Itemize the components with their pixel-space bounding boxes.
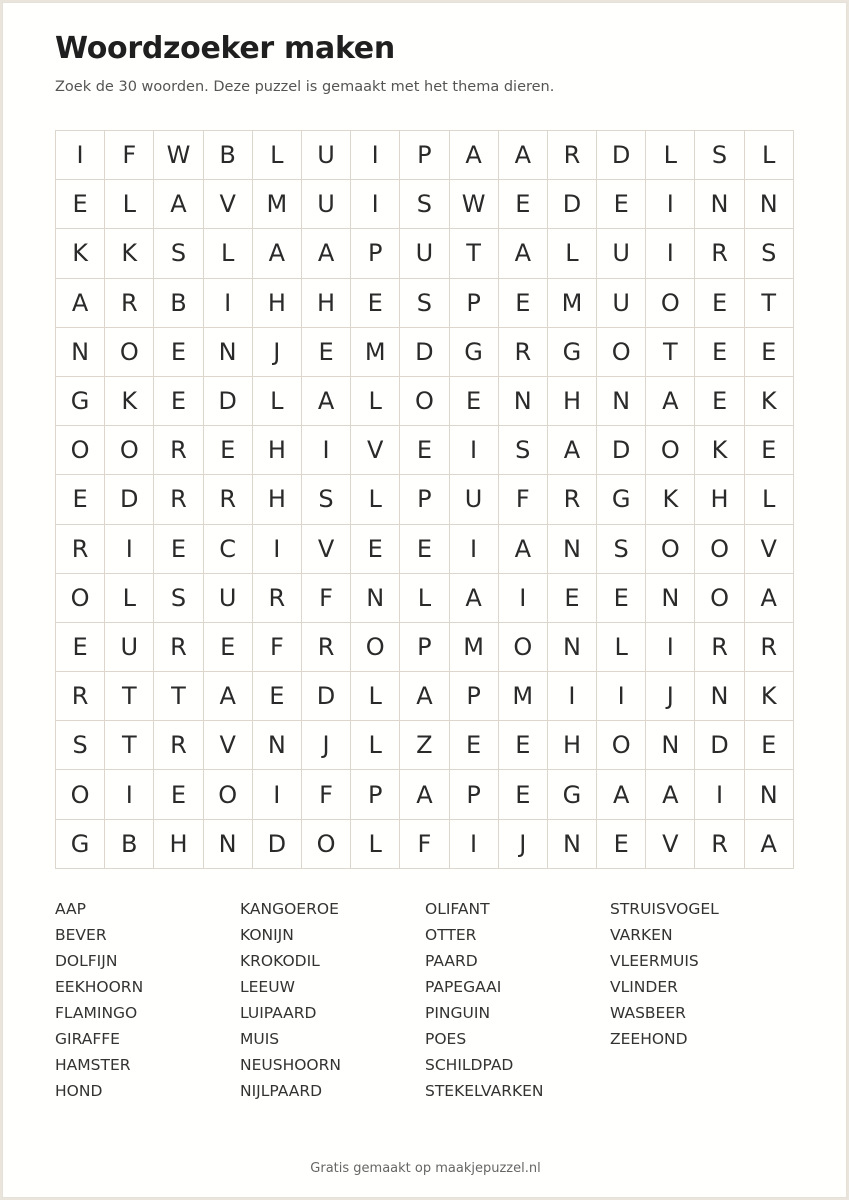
grid-cell: F (253, 623, 302, 672)
grid-cell: A (400, 672, 449, 721)
grid-cell: E (253, 672, 302, 721)
grid-cell: N (745, 770, 794, 819)
grid-cell: V (204, 180, 253, 229)
grid-cell: N (253, 721, 302, 770)
grid-cell: E (695, 328, 744, 377)
grid-cell: S (695, 131, 744, 180)
grid-cell: I (351, 131, 400, 180)
grid-cell: A (745, 574, 794, 623)
grid-cell: I (253, 770, 302, 819)
grid-cell: E (154, 377, 203, 426)
grid-cell: B (105, 820, 154, 869)
grid-cell: P (351, 229, 400, 278)
grid-cell: R (56, 525, 105, 574)
grid-cell: H (253, 426, 302, 475)
word-item: HAMSTER (55, 1056, 131, 1074)
grid-cell: J (646, 672, 695, 721)
word-item: AAP (55, 900, 86, 918)
grid-cell: R (745, 623, 794, 672)
grid-cell: I (351, 180, 400, 229)
word-item: KONIJN (240, 926, 294, 944)
word-item: KROKODIL (240, 952, 320, 970)
grid-cell: U (302, 131, 351, 180)
grid-cell: H (548, 721, 597, 770)
grid-cell: E (745, 328, 794, 377)
grid-cell: I (302, 426, 351, 475)
grid-cell: G (548, 328, 597, 377)
grid-cell: K (105, 229, 154, 278)
word-item: STRUISVOGEL (610, 900, 719, 918)
grid-cell: A (56, 279, 105, 328)
grid-cell: W (154, 131, 203, 180)
grid-cell: F (302, 574, 351, 623)
grid-cell: N (548, 820, 597, 869)
grid-cell: E (351, 279, 400, 328)
grid-cell: E (745, 721, 794, 770)
word-item: NEUSHOORN (240, 1056, 341, 1074)
grid-cell: N (646, 721, 695, 770)
grid-cell: E (548, 574, 597, 623)
grid-cell: N (695, 672, 744, 721)
grid-cell: R (154, 475, 203, 524)
grid-cell: C (204, 525, 253, 574)
word-column (240, 896, 425, 1104)
grid-cell: R (154, 721, 203, 770)
grid-cell: V (302, 525, 351, 574)
word-item: MUIS (240, 1030, 280, 1048)
grid-cell: R (548, 475, 597, 524)
grid-cell: L (105, 574, 154, 623)
grid-cell: U (450, 475, 499, 524)
grid-cell: I (450, 820, 499, 869)
grid-cell: N (695, 180, 744, 229)
grid-cell: D (548, 180, 597, 229)
grid-cell: E (204, 426, 253, 475)
word-item: SCHILDPAD (425, 1056, 514, 1074)
grid-cell: O (646, 426, 695, 475)
grid-cell: E (499, 279, 548, 328)
grid-cell: B (154, 279, 203, 328)
word-item: WASBEER (610, 1004, 686, 1022)
grid-cell: O (499, 623, 548, 672)
grid-cell: U (302, 180, 351, 229)
grid-cell: S (154, 574, 203, 623)
grid-cell: I (695, 770, 744, 819)
grid-cell: E (450, 721, 499, 770)
grid-cell: R (499, 328, 548, 377)
grid-cell: K (745, 672, 794, 721)
grid-cell: L (351, 377, 400, 426)
grid-cell: M (548, 279, 597, 328)
letter-grid (55, 130, 794, 869)
word-item: GIRAFFE (55, 1030, 120, 1048)
grid-cell: M (351, 328, 400, 377)
word-item: LEEUW (240, 978, 295, 996)
word-item: VLEERMUIS (610, 952, 699, 970)
grid-cell: O (56, 426, 105, 475)
grid-cell: S (154, 229, 203, 278)
grid-cell: V (745, 525, 794, 574)
grid-cell: J (302, 721, 351, 770)
grid-cell: U (204, 574, 253, 623)
grid-cell: A (204, 672, 253, 721)
word-item: KANGOEROE (240, 900, 339, 918)
grid-cell: O (351, 623, 400, 672)
grid-cell: K (646, 475, 695, 524)
word-item: OLIFANT (425, 900, 490, 918)
grid-cell: N (204, 820, 253, 869)
grid-cell: I (105, 770, 154, 819)
grid-cell: T (745, 279, 794, 328)
word-list (55, 896, 795, 1104)
grid-cell: T (105, 721, 154, 770)
grid-cell: N (646, 574, 695, 623)
word-item: PAARD (425, 952, 478, 970)
grid-cell: A (302, 229, 351, 278)
grid-cell: E (597, 820, 646, 869)
grid-cell: O (400, 377, 449, 426)
grid-cell: N (499, 377, 548, 426)
grid-cell: V (204, 721, 253, 770)
grid-cell: M (499, 672, 548, 721)
grid-cell: G (597, 475, 646, 524)
grid-cell: E (450, 377, 499, 426)
grid-cell: Z (400, 721, 449, 770)
grid-cell: A (400, 770, 449, 819)
grid-cell: I (56, 131, 105, 180)
grid-cell: I (646, 623, 695, 672)
grid-cell: P (450, 279, 499, 328)
word-item: PAPEGAAI (425, 978, 502, 996)
grid-cell: O (646, 279, 695, 328)
grid-cell: N (597, 377, 646, 426)
grid-cell: V (351, 426, 400, 475)
grid-cell: R (105, 279, 154, 328)
grid-cell: R (695, 229, 744, 278)
grid-cell: L (105, 180, 154, 229)
grid-cell: G (56, 820, 105, 869)
grid-cell: R (56, 672, 105, 721)
grid-cell: L (597, 623, 646, 672)
grid-cell: U (597, 229, 646, 278)
grid-cell: F (302, 770, 351, 819)
grid-cell: A (253, 229, 302, 278)
grid-cell: O (646, 525, 695, 574)
grid-cell: P (450, 770, 499, 819)
word-item: LUIPAARD (240, 1004, 317, 1022)
grid-cell: L (400, 574, 449, 623)
grid-cell: O (56, 574, 105, 623)
word-column (425, 896, 610, 1104)
grid-cell: A (499, 229, 548, 278)
grid-cell: I (450, 426, 499, 475)
grid-cell: K (745, 377, 794, 426)
grid-cell: A (302, 377, 351, 426)
grid-cell: E (154, 770, 203, 819)
grid-cell: W (450, 180, 499, 229)
grid-cell: D (695, 721, 744, 770)
word-item: HOND (55, 1082, 103, 1100)
grid-cell: K (56, 229, 105, 278)
grid-cell: E (154, 525, 203, 574)
grid-cell: R (548, 131, 597, 180)
grid-cell: H (253, 475, 302, 524)
grid-cell: A (499, 131, 548, 180)
grid-cell: L (646, 131, 695, 180)
grid-cell: F (105, 131, 154, 180)
grid-cell: I (204, 279, 253, 328)
grid-cell: I (646, 229, 695, 278)
grid-cell: S (597, 525, 646, 574)
page-title: Woordzoeker maken (55, 31, 395, 66)
grid-cell: R (154, 623, 203, 672)
grid-cell: O (105, 328, 154, 377)
grid-cell: L (204, 229, 253, 278)
grid-cell: S (400, 279, 449, 328)
grid-cell: U (597, 279, 646, 328)
word-item: EEKHOORN (55, 978, 144, 996)
word-item: OTTER (425, 926, 477, 944)
grid-cell: R (695, 820, 744, 869)
grid-cell: I (450, 525, 499, 574)
word-item: NIJLPAARD (240, 1082, 323, 1100)
grid-cell: O (56, 770, 105, 819)
word-column (55, 896, 240, 1104)
grid-cell: G (450, 328, 499, 377)
word-item: FLAMINGO (55, 1004, 138, 1022)
grid-cell: L (351, 820, 400, 869)
grid-cell: T (154, 672, 203, 721)
grid-cell: S (400, 180, 449, 229)
grid-cell: N (351, 574, 400, 623)
grid-cell: N (204, 328, 253, 377)
grid-cell: E (499, 180, 548, 229)
grid-cell: S (499, 426, 548, 475)
puzzle-page (2, 2, 847, 1198)
grid-cell: O (204, 770, 253, 819)
grid-cell: A (450, 574, 499, 623)
grid-cell: L (351, 721, 400, 770)
word-item: PINGUIN (425, 1004, 491, 1022)
grid-cell: E (499, 721, 548, 770)
grid-cell: E (302, 328, 351, 377)
grid-cell: E (154, 328, 203, 377)
grid-cell: L (351, 672, 400, 721)
grid-cell: H (253, 279, 302, 328)
grid-cell: E (351, 525, 400, 574)
grid-cell: B (204, 131, 253, 180)
word-item: ZEEHOND (610, 1030, 688, 1048)
grid-cell: A (646, 770, 695, 819)
grid-cell: N (56, 328, 105, 377)
grid-cell: A (499, 525, 548, 574)
grid-cell: S (302, 475, 351, 524)
grid-cell: E (56, 475, 105, 524)
grid-cell: M (450, 623, 499, 672)
word-item: POES (425, 1030, 467, 1048)
grid-cell: S (56, 721, 105, 770)
grid-cell: L (548, 229, 597, 278)
grid-cell: N (548, 525, 597, 574)
grid-cell: A (154, 180, 203, 229)
grid-cell: O (597, 721, 646, 770)
grid-cell: P (450, 672, 499, 721)
grid-cell: D (302, 672, 351, 721)
grid-cell: T (450, 229, 499, 278)
grid-cell: D (105, 475, 154, 524)
footer-credit: Gratis gemaakt op maakjepuzzel.nl (310, 1161, 541, 1176)
grid-cell: L (253, 131, 302, 180)
grid-cell: P (400, 623, 449, 672)
page-subtitle: Zoek de 30 woorden. Deze puzzel is gemaakt met het thema dieren. (55, 79, 555, 95)
word-item: VARKEN (610, 926, 673, 944)
grid-cell: A (745, 820, 794, 869)
grid-cell: O (695, 574, 744, 623)
grid-cell: I (253, 525, 302, 574)
grid-cell: F (499, 475, 548, 524)
grid-cell: D (400, 328, 449, 377)
grid-cell: A (450, 131, 499, 180)
grid-cell: E (204, 623, 253, 672)
grid-cell: E (499, 770, 548, 819)
grid-cell: U (400, 229, 449, 278)
word-item: DOLFIJN (55, 952, 118, 970)
word-item: BEVER (55, 926, 107, 944)
grid-cell: L (253, 377, 302, 426)
grid-cell: S (745, 229, 794, 278)
grid-cell: G (56, 377, 105, 426)
grid-cell: O (597, 328, 646, 377)
grid-cell: E (400, 525, 449, 574)
grid-cell: T (105, 672, 154, 721)
grid-cell: P (351, 770, 400, 819)
grid-cell: J (253, 328, 302, 377)
grid-cell: O (695, 525, 744, 574)
grid-cell: E (695, 377, 744, 426)
grid-cell: L (351, 475, 400, 524)
grid-cell: A (548, 426, 597, 475)
grid-cell: O (302, 820, 351, 869)
grid-cell: P (400, 131, 449, 180)
grid-cell: I (646, 180, 695, 229)
grid-cell: D (204, 377, 253, 426)
grid-cell: D (253, 820, 302, 869)
grid-cell: H (695, 475, 744, 524)
grid-cell: R (154, 426, 203, 475)
grid-cell: U (105, 623, 154, 672)
grid-cell: P (400, 475, 449, 524)
grid-cell: M (253, 180, 302, 229)
grid-cell: E (597, 180, 646, 229)
grid-cell: T (646, 328, 695, 377)
grid-cell: E (400, 426, 449, 475)
grid-cell: A (597, 770, 646, 819)
grid-cell: N (548, 623, 597, 672)
grid-cell: F (400, 820, 449, 869)
word-column (610, 896, 795, 1104)
grid-cell: E (56, 180, 105, 229)
grid-cell: R (204, 475, 253, 524)
grid-cell: E (56, 623, 105, 672)
grid-cell: H (302, 279, 351, 328)
grid-cell: I (499, 574, 548, 623)
grid-cell: I (597, 672, 646, 721)
grid-cell: L (745, 475, 794, 524)
grid-cell: A (646, 377, 695, 426)
grid-cell: K (695, 426, 744, 475)
grid-cell: R (302, 623, 351, 672)
grid-cell: H (154, 820, 203, 869)
grid-cell: J (499, 820, 548, 869)
grid-cell: V (646, 820, 695, 869)
grid-cell: R (695, 623, 744, 672)
grid-cell: L (745, 131, 794, 180)
grid-cell: H (548, 377, 597, 426)
grid-cell: G (548, 770, 597, 819)
word-item: STEKELVARKEN (425, 1082, 544, 1100)
grid-cell: I (548, 672, 597, 721)
grid-cell: E (597, 574, 646, 623)
grid-cell: D (597, 426, 646, 475)
grid-cell: K (105, 377, 154, 426)
grid-cell: E (695, 279, 744, 328)
grid-cell: R (253, 574, 302, 623)
grid-cell: D (597, 131, 646, 180)
grid-cell: E (745, 426, 794, 475)
word-item: VLINDER (610, 978, 678, 996)
grid-cell: N (745, 180, 794, 229)
grid-cell: I (105, 525, 154, 574)
grid-cell: O (105, 426, 154, 475)
